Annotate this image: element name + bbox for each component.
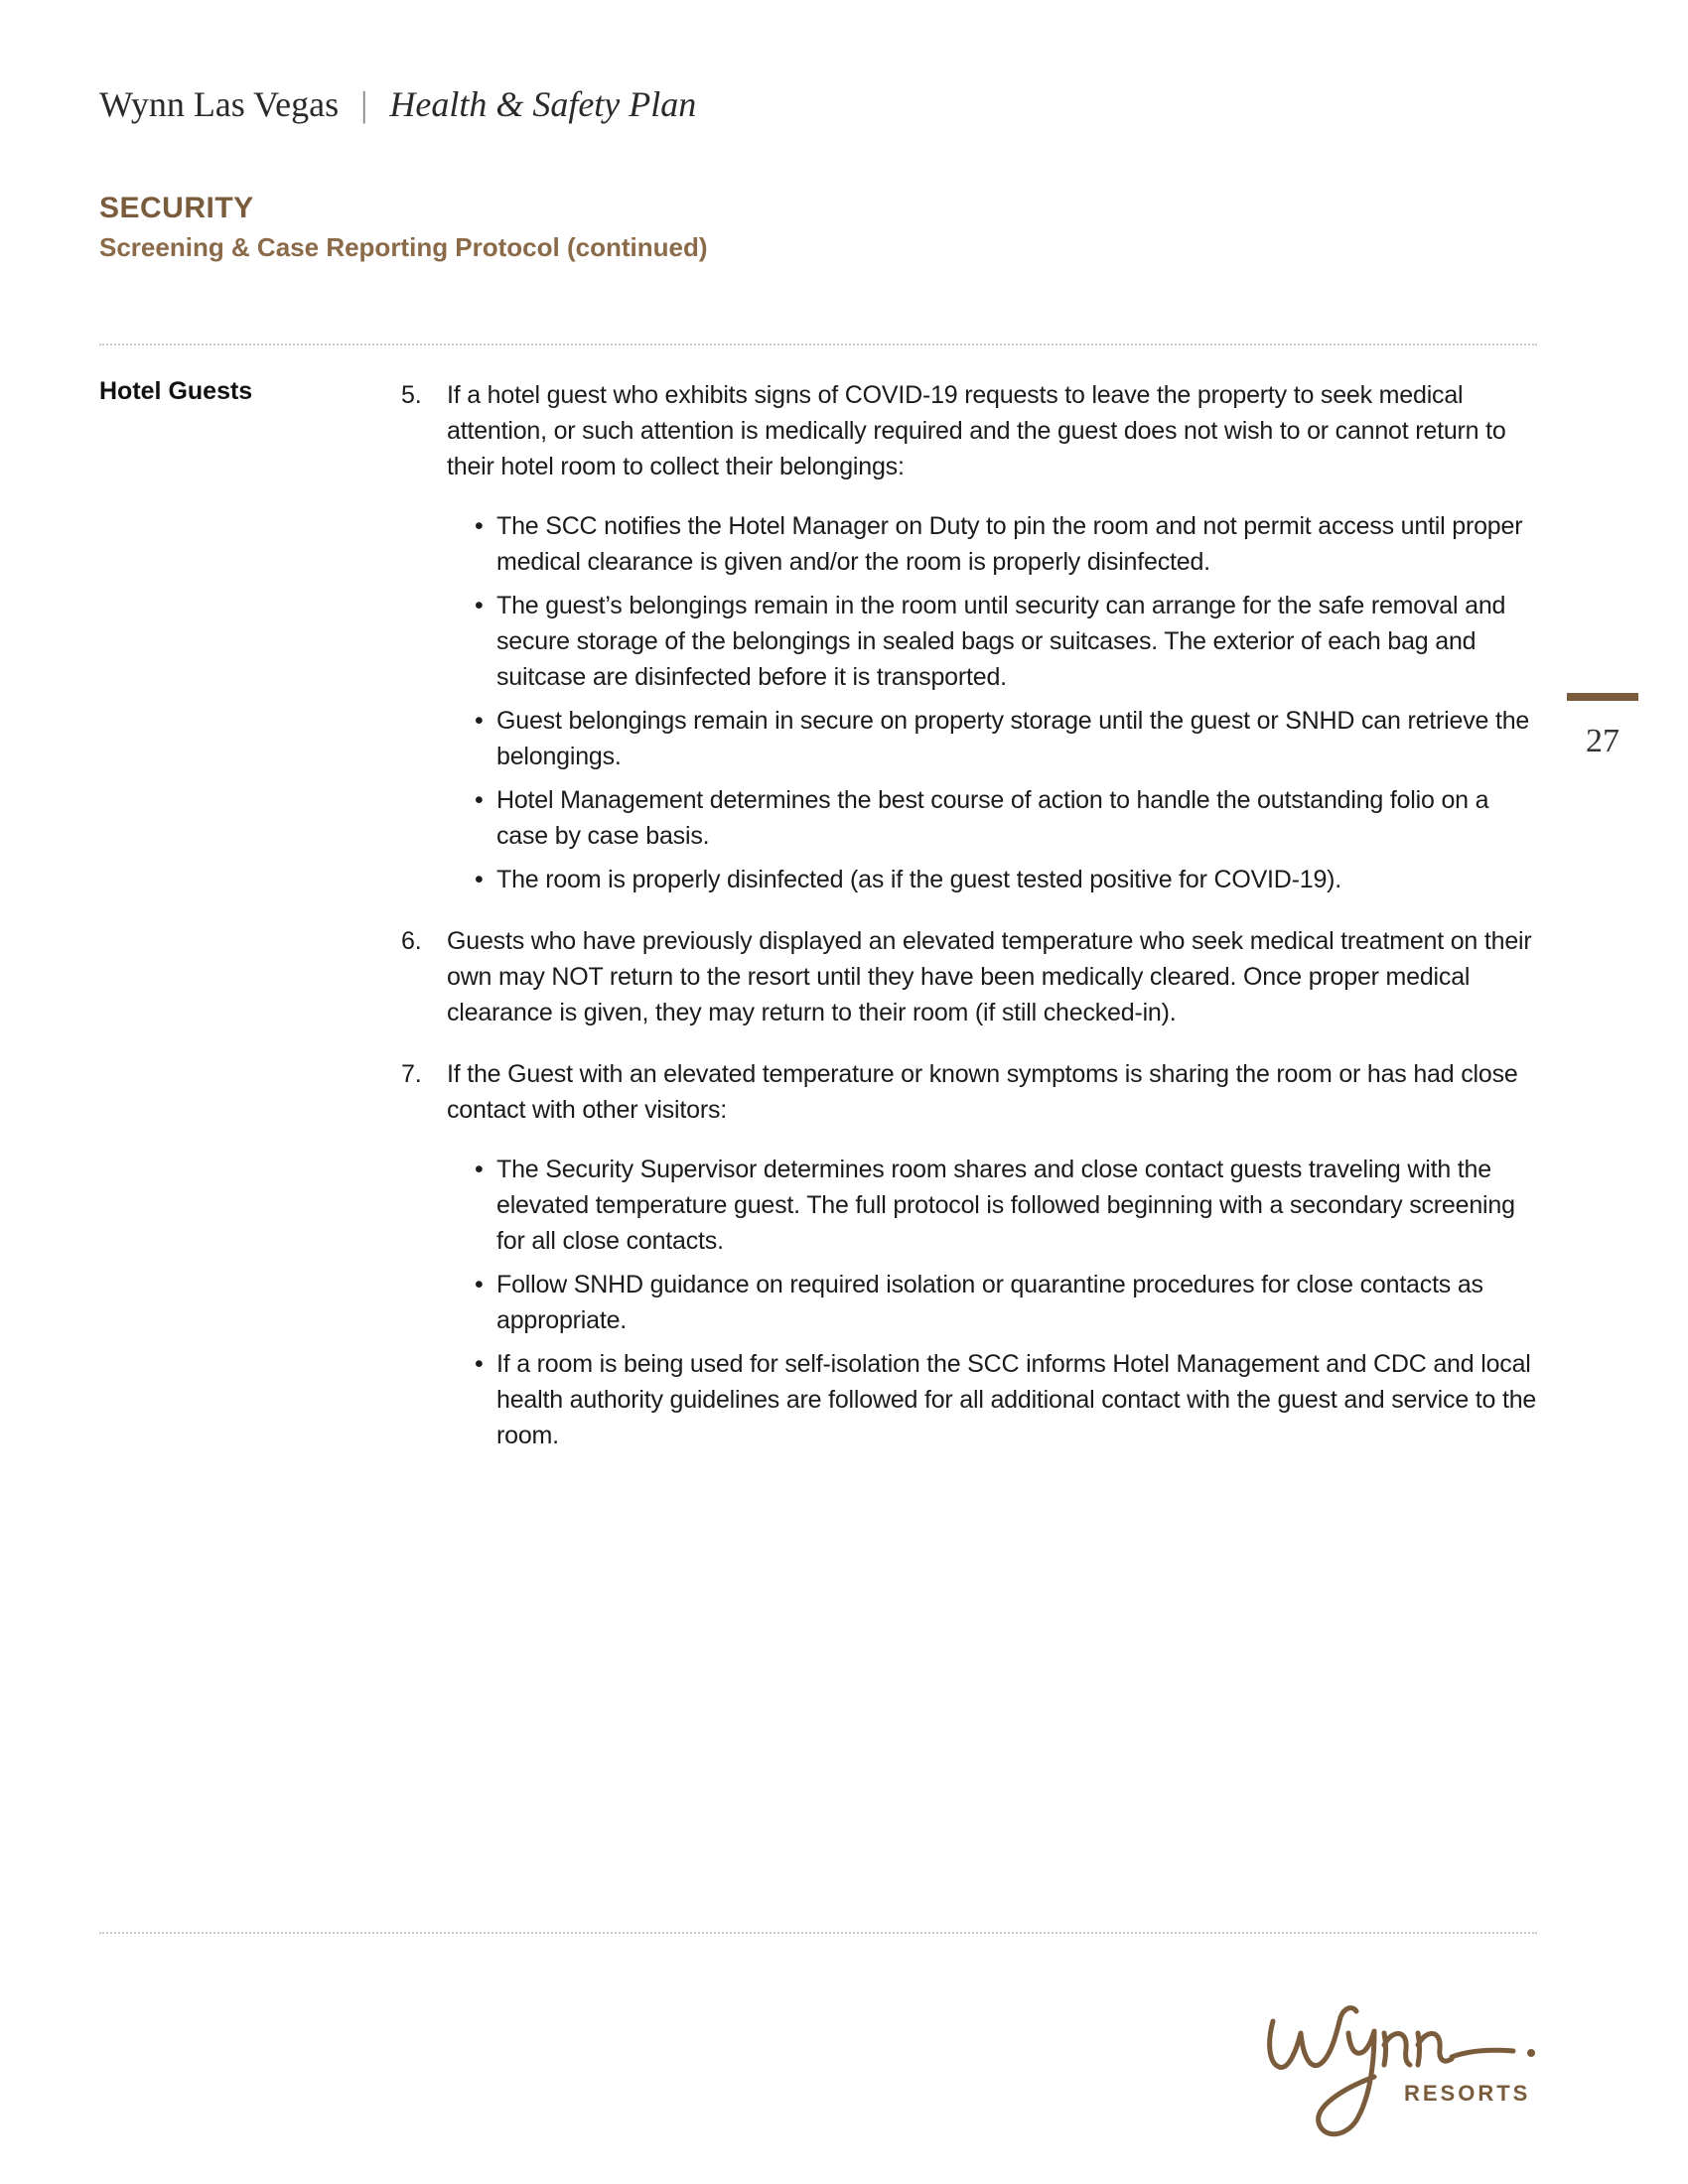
bullet-item: • Follow SNHD guidance on required isolation or quarantine procedures for close contacts as appropriate. [447, 1267, 1539, 1338]
page-number: 27 [1586, 723, 1619, 759]
numbered-item [401, 1056, 1539, 1453]
item-text: If a hotel guest who exhibits signs of COVID-19 requests to leave the property to seek medical attention, or such attention is medically required and the guest does not wish to or cannot return to their hotel room to collect their belongings: [447, 381, 1506, 480]
bullet-item: • Guest belongings remain in secure on property storage until the guest or SNHD can retrieve the belongings. [447, 703, 1539, 774]
top-divider [99, 343, 1537, 345]
numbered-item [401, 923, 1539, 1030]
content-body [401, 377, 1539, 1479]
item-number: 5. [401, 381, 422, 409]
bullet-item: • If a room is being used for self-isolation the SCC informs Hotel Management and CDC and local health authority guidelines are followed for all additional contact with the guest and service to the room. [447, 1346, 1539, 1453]
plan-title: Health & Safety Plan [389, 84, 697, 124]
bullet-item: • The Security Supervisor determines room shares and close contact guests traveling with the elevated temperature guest. The full protocol is followed beginning with a secondary screening for all close contacts. [447, 1152, 1539, 1259]
page-number-bar [1567, 693, 1638, 701]
document-header [99, 83, 696, 125]
section-title: SECURITY [99, 192, 254, 224]
bullet-list [447, 1152, 1539, 1453]
bullet-item: • The SCC notifies the Hotel Manager on Duty to pin the room and not permit access until proper medical clearance is given and/or the room is properly disinfected. [447, 508, 1539, 580]
bullet-item: • Hotel Management determines the best course of action to handle the outstanding folio on a case by case basis. [447, 782, 1539, 854]
wynn-resorts-logo [1253, 1993, 1541, 2144]
numbered-item [401, 377, 1539, 897]
item-text: Guests who have previously displayed an elevated temperature who seek medical treatment on their own may NOT return to the resort until they have been medically cleared. Once proper medical clearance is given, they may return to their room (if still checked-in). [447, 927, 1532, 1026]
logo-resorts-text: RESORTS [1404, 2081, 1531, 2106]
bullet-item: • The room is properly disinfected (as if the guest tested positive for COVID-19). [447, 862, 1539, 897]
bottom-divider [99, 1932, 1537, 1934]
side-label: Hotel Guests [99, 377, 253, 405]
item-text: If the Guest with an elevated temperature or known symptoms is sharing the room or has had close contact with other visitors: [447, 1060, 1518, 1124]
header-separator: | [360, 84, 368, 124]
brand-name: Wynn Las Vegas [99, 84, 340, 124]
item-number: 6. [401, 927, 422, 955]
item-number: 7. [401, 1060, 422, 1088]
bullet-item: • The guest’s belongings remain in the room until security can arrange for the safe removal and secure storage of the belongings in sealed bags or suitcases. The exterior of each bag and suitcase are disinfected before it is transported. [447, 588, 1539, 695]
bullet-list [447, 508, 1539, 897]
section-subtitle: Screening & Case Reporting Protocol (continued) [99, 232, 708, 262]
